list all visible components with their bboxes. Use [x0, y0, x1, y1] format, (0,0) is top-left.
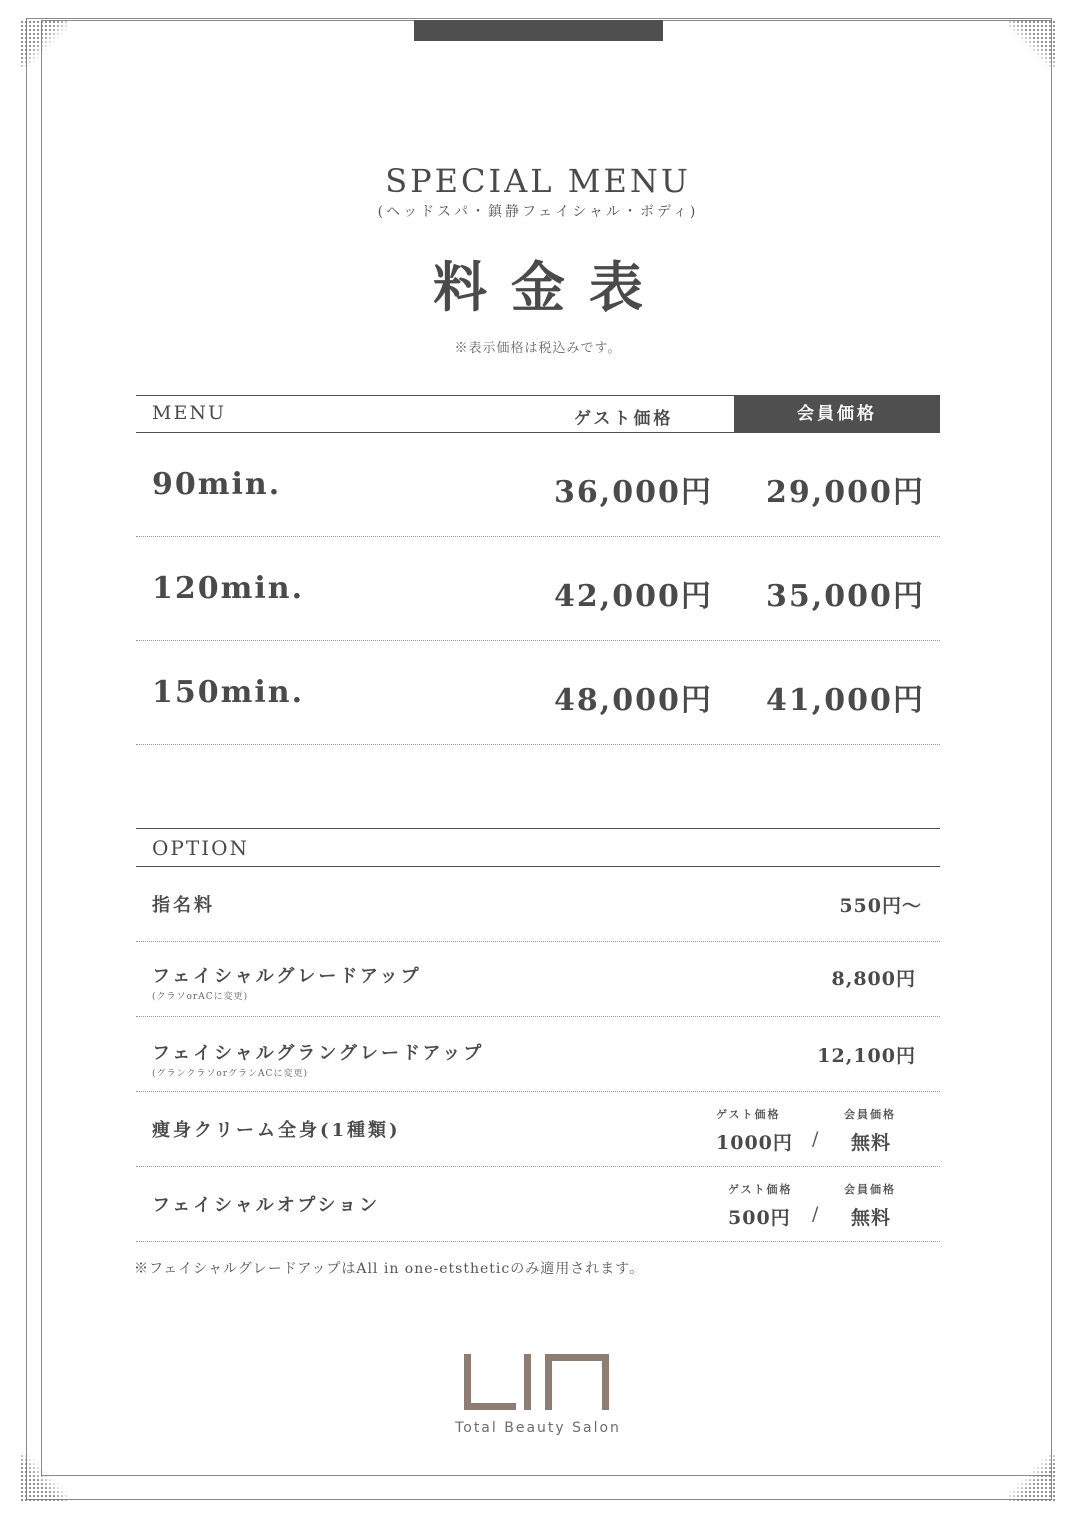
- option-member-price: 無料: [851, 1132, 892, 1154]
- title-japanese: 料金表: [433, 255, 667, 319]
- option-guest-label: ゲスト価格: [728, 1183, 793, 1196]
- menu-member-price: 41,000円: [766, 683, 925, 718]
- option-name: 指名料: [152, 895, 215, 916]
- option-row: [136, 1017, 940, 1092]
- menu-guest-price: 36,000円: [554, 475, 713, 510]
- menu-member-price: 35,000円: [766, 579, 925, 614]
- menu-duration: 150min.: [152, 675, 305, 710]
- menu-row: [136, 537, 940, 641]
- option-table-header: [136, 828, 940, 867]
- option-member-price: 無料: [851, 1207, 892, 1229]
- subtitle: (ヘッドスパ・鎮静フェイシャル・ボディ): [377, 204, 699, 220]
- option-note: (グランクラソorグランACに変更): [152, 1069, 308, 1079]
- option-price: 8,800円: [831, 968, 916, 990]
- col-guest-price: ゲスト価格: [574, 409, 674, 429]
- price-separator: /: [812, 1128, 819, 1150]
- option-heading: OPTION: [152, 836, 249, 860]
- title-english: SPECIAL MENU: [385, 162, 691, 200]
- option-price: 550円〜: [839, 895, 922, 917]
- option-guest-label: ゲスト価格: [716, 1108, 781, 1121]
- menu-table: [136, 395, 940, 745]
- price-separator: /: [812, 1203, 819, 1225]
- footer-note: ※フェイシャルグレードアップはAll in one-etstheticのみ適用されます。: [134, 1261, 645, 1277]
- brand-name: Total Beauty Salon: [455, 1420, 621, 1436]
- option-guest-price: 1000円: [716, 1132, 793, 1154]
- option-row: [136, 1092, 940, 1167]
- tax-note: ※表示価格は税込みです。: [454, 341, 622, 356]
- option-row: [136, 1167, 940, 1242]
- col-menu: MENU: [152, 402, 226, 424]
- menu-guest-price: 48,000円: [554, 683, 713, 718]
- corner-dots-top-left: [20, 20, 68, 68]
- option-row: [136, 942, 940, 1017]
- salon-logo: [460, 1350, 616, 1418]
- option-guest-price: 500円: [728, 1207, 791, 1229]
- menu-member-price: 29,000円: [766, 475, 925, 510]
- option-name: フェイシャルグラングレードアップ: [152, 1043, 485, 1064]
- top-tab-decoration: [414, 20, 663, 41]
- corner-dots-bottom-right: [1008, 1454, 1056, 1502]
- corner-dots-bottom-left: [20, 1454, 68, 1502]
- menu-row: [136, 433, 940, 537]
- option-name: フェイシャルオプション: [152, 1195, 381, 1216]
- corner-dots-top-right: [1008, 20, 1056, 68]
- col-member-price: 会員価格: [734, 396, 940, 432]
- menu-duration: 90min.: [152, 467, 282, 502]
- option-member-label: 会員価格: [844, 1108, 896, 1121]
- menu-duration: 120min.: [152, 571, 305, 606]
- logo-mark-icon: [460, 1350, 616, 1414]
- option-table: [136, 828, 940, 1242]
- option-note: (クラソorACに変更): [152, 992, 249, 1002]
- option-name: 痩身クリーム全身(1種類): [152, 1120, 401, 1141]
- option-row: [136, 867, 940, 942]
- option-price: 12,100円: [817, 1045, 916, 1067]
- option-name: フェイシャルグレードアップ: [152, 966, 422, 987]
- option-member-label: 会員価格: [844, 1183, 896, 1196]
- menu-guest-price: 42,000円: [554, 579, 713, 614]
- menu-row: [136, 641, 940, 745]
- menu-table-header: [136, 395, 940, 433]
